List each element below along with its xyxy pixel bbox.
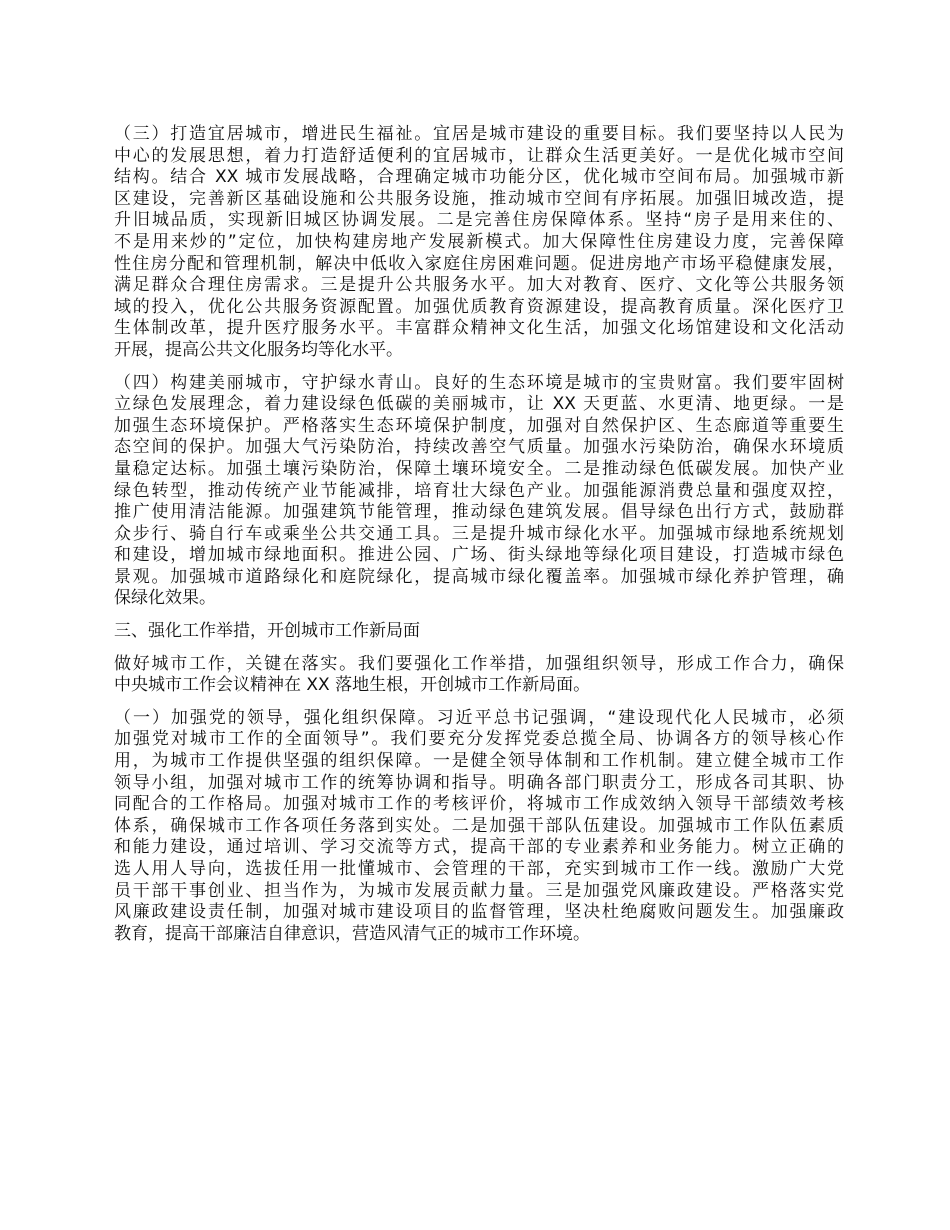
text-line: 加强生态环境保护。严格落实生态环境保护制度，加强对自然保护区、生态廊道等重要生 <box>114 415 844 436</box>
paragraph-section-intro <box>114 654 844 697</box>
text-line: 区建设，完善新区基础设施和公共服务设施，推动城市空间有序拓展。加强旧城改造，提 <box>114 188 844 209</box>
text-line: 态空间的保护。加强大气污染防治，持续改善空气质量。加强水污染防治，确保水环境质 <box>114 437 844 458</box>
text-line: 绿色转型，推动传统产业节能减排，培育壮大绿色产业。加强能源消费总量和强度双控， <box>114 480 844 501</box>
document-body <box>114 124 844 956</box>
text-line: 不是用来炒的”定位，加快构建房地产发展新模式。加大保障性住房建设力度，完善保障 <box>114 231 844 252</box>
text-line: 结构。结合 XX 城市发展战略，合理确定城市功能分区，优化城市空间布局。加强城市新 <box>114 167 844 188</box>
text-line: 立绿色发展理念，着力建设绿色低碳的美丽城市，让 XX 天更蓝、水更清、地更绿。一是 <box>114 394 844 415</box>
text-line: （三）打造宜居城市，增进民生福祉。宜居是城市建设的重要目标。我们要坚持以人民为 <box>114 124 844 144</box>
text-line: 同配合的工作格局。加强对城市工作的考核评价，将城市工作成效纳入领导干部绩效考核 <box>114 794 844 815</box>
section-heading <box>114 621 844 643</box>
text-line: 量稳定达标。加强土壤污染防治，保障土壤环境安全。二是推动绿色低碳发展。加快产业 <box>114 458 844 479</box>
text-line: 体系，确保城市工作各项任务落到实处。二是加强干部队伍建设。加强城市工作队伍素质 <box>114 815 844 836</box>
text-line: 选人用人导向，选拔任用一批懂城市、会管理的干部，充实到城市工作一线。激励广大党 <box>114 859 844 879</box>
text-line: 保绿化效果。 <box>114 588 216 609</box>
text-line: 景观。加强城市道路绿化和庭院绿化，提高城市绿化覆盖率。加强城市绿化养护管理，确 <box>114 566 844 587</box>
section-heading-text: 三、强化工作举措，开创城市工作新局面 <box>114 621 420 642</box>
paragraph-build-beautiful-city <box>114 373 844 611</box>
text-line: 和能力建设，通过培训、学习交流等方式，提高干部的专业素养和业务能力。树立正确的 <box>114 837 844 858</box>
text-line: 推广使用清洁能源。加强建筑节能管理，推动绿色建筑发展。倡导绿色出行方式，鼓励群 <box>114 502 844 523</box>
text-line: 员干部干事创业、担当作为，为城市发展贡献力量。三是加强党风廉政建设。严格落实党 <box>114 880 844 901</box>
text-line: 领导小组，加强对城市工作的统筹协调和指导。明确各部门职责分工，形成各司其职、协 <box>114 772 844 793</box>
text-line: （一）加强党的领导，强化组织保障。习近平总书记强调，“建设现代化人民城市，必须 <box>114 707 844 728</box>
text-line: 性住房分配和管理机制，解决中低收入家庭住房困难问题。促进房地产市场平稳健康发展， <box>114 253 844 274</box>
text-line: （四）构建美丽城市，守护绿水青山。良好的生态环境是城市的宝贵财富。我们要牢固树 <box>114 372 844 393</box>
text-line: 生体制改革，提升医疗服务水平。丰富群众精神文化生活，加强文化场馆建设和文化活动 <box>114 318 844 339</box>
text-line: 做好城市工作，关键在落实。我们要强化工作举措，加强组织领导，形成工作合力，确保 <box>114 653 844 674</box>
text-line: 教育，提高干部廉洁自律意识，营造风清气正的城市工作环境。 <box>114 923 590 944</box>
text-line: 和建设，增加城市绿地面积。推进公园、广场、街头绿地等绿化项目建设，打造城市绿色 <box>114 545 844 566</box>
text-line: 众步行、骑自行车或乘坐公共交通工具。三是提升城市绿化水平。加强城市绿地系统规划 <box>114 523 844 544</box>
text-line: 开展，提高公共文化服务均等化水平。 <box>114 339 403 360</box>
text-line: 中央城市工作会议精神在 XX 落地生根，开创城市工作新局面。 <box>114 675 591 696</box>
text-line: 满足群众合理住房需求。三是提升公共服务水平。加大对教育、医疗、文化等公共服务领 <box>114 275 844 296</box>
text-line: 中心的发展思想，着力打造舒适便利的宜居城市，让群众生活更美好。一是优化城市空间 <box>114 145 844 166</box>
text-line: 升旧城品质，实现新旧城区协调发展。二是完善住房保障体系。坚持“房子是用来住的、 <box>114 210 844 231</box>
text-line: 风廉政建设责任制，加强对城市建设项目的监督管理，坚决杜绝腐败问题发生。加强廉政 <box>114 902 844 923</box>
paragraph-create-livable-city <box>114 124 844 362</box>
paragraph-party-leadership <box>114 708 844 946</box>
text-line: 域的投入，优化公共服务资源配置。加强优质教育资源建设，提高教育质量。深化医疗卫 <box>114 296 844 317</box>
text-line: 加强党对城市工作的全面领导”。我们要充分发挥党委总揽全局、协调各方的领导核心作 <box>114 729 844 750</box>
text-line: 用，为城市工作提供坚强的组织保障。一是健全领导体制和工作机制。建立健全城市工作 <box>114 751 844 772</box>
